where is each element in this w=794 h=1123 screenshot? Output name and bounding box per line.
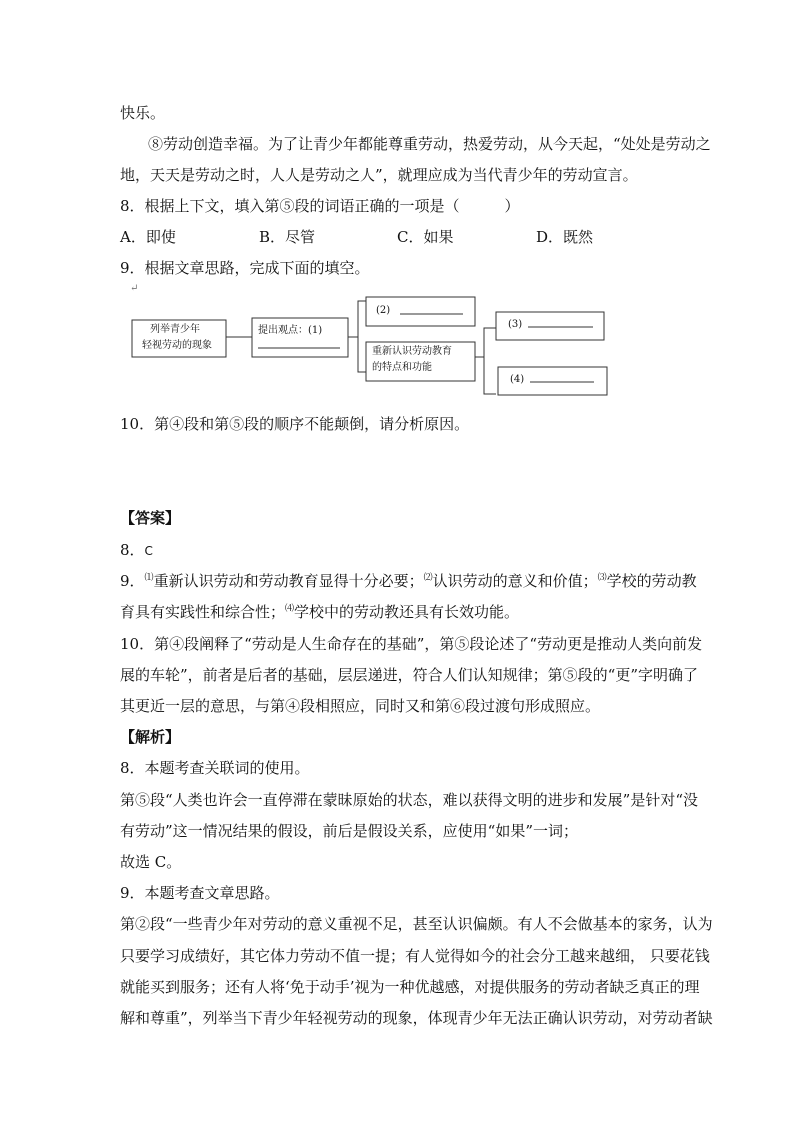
- bracket-1: [358, 301, 366, 372]
- option-a: A．即使: [120, 228, 176, 246]
- analysis-line-9: 解和尊重”，列举当下青少年轻视劳动的现象，体现青少年无法正确认识劳动，对劳动者缺: [120, 1009, 713, 1027]
- answer-9-line-2: [120, 602, 519, 622]
- answer-9-marker-4: ⑷: [285, 604, 295, 614]
- box-5-label: (3): [508, 319, 523, 330]
- question-9: 9．根据文章思路，完成下面的填空。: [120, 259, 370, 277]
- analysis-line-4: 故选 C。: [120, 853, 182, 871]
- answer-9-line-1: [120, 571, 697, 591]
- answer-9-text-1: 重新认识劳动和劳动教育显得十分必要；: [153, 572, 424, 590]
- answer-9-text-5: 学校中的劳动教还具有长效功能。: [294, 603, 520, 621]
- answer-10-line-1: 10．第④段阐释了“劳动是人生命存在的基础”，第⑤段论述了“劳动更是推动人类向前发: [120, 635, 703, 653]
- answer-9-prefix: 9．: [120, 572, 145, 590]
- bracket-2: [484, 328, 496, 394]
- box-6-label: (4): [510, 374, 525, 385]
- structure-diagram: [126, 283, 616, 402]
- box-1-line-2: 轻视劳动的现象: [142, 340, 212, 351]
- text-line-1: 快乐。: [120, 104, 166, 122]
- answer-8-prefix: 8．: [120, 541, 145, 559]
- analysis-line-6: 第②段“一些青少年对劳动的意义重视不足，甚至认识偏颇。有人不会做基本的家务，认为: [120, 915, 713, 933]
- analysis-line-7: 只要学习成绩好，其它体力劳动不值一提；有人觉得如今的社会分工越来越细， 只要花钱: [120, 947, 710, 965]
- answer-heading: 【答案】: [120, 509, 181, 527]
- analysis-line-5: 9．本题考查文章思路。: [120, 884, 280, 902]
- answer-10-line-2: 展的车轮”，前者是后者的基础，层层递进，符合人们认知规律；第⑤段的“更”字明确了: [120, 666, 699, 684]
- paragraph-8-line-2: 地，天天是劳动之时，人人是劳动之人”，就理应成为当代青少年的劳动宣言。: [120, 166, 638, 184]
- box-3-label: (2): [376, 305, 391, 316]
- answer-9-marker-1: ⑴: [144, 573, 154, 583]
- box-1-line-1: 列举青少年: [150, 324, 200, 335]
- box-4-line-2: 的特点和功能: [372, 362, 432, 373]
- analysis-line-8: 就能买到服务；还有人将‘免于动手’视为一种优越感，对提供服务的劳动者缺乏真正的理: [120, 978, 700, 996]
- option-d: D．既然: [536, 228, 594, 246]
- option-b: B．尽管: [259, 228, 316, 246]
- analysis-line-3: 有劳动”这一情况结果的假设，前后是假设关系，应使用“如果”一词；: [120, 822, 579, 840]
- answer-8-value: C: [144, 544, 153, 558]
- answer-9-text-2: 认识劳动的意义和价值；: [432, 572, 598, 590]
- analysis-line-2: 第⑤段“人类也许会一直停滞在蒙昧原始的状态，难以获得文明的进步和发展”是针对“没: [120, 791, 699, 809]
- answer-9-marker-3: ⑶: [597, 573, 607, 583]
- paragraph-8-line-1: ⑧劳动创造幸福。为了让青少年都能尊重劳动，热爱劳动，从今天起，“处处是劳动之: [148, 135, 711, 153]
- answer-9-text-3: 学校的劳动教: [606, 572, 697, 590]
- box-2-label: 提出观点：(1): [258, 325, 323, 336]
- analysis-heading: 【解析】: [120, 728, 181, 746]
- question-8: 8．根据上下文，填入第⑤段的词语正确的一项是（ ）: [120, 197, 520, 215]
- answer-9-text-4: 育具有实践性和综合性；: [120, 603, 286, 621]
- box-4-line-1: 重新认识劳动教育: [372, 346, 452, 357]
- answer-9-marker-2: ⑵: [423, 573, 433, 583]
- analysis-line-1: 8．本题考查关联词的使用。: [120, 759, 310, 777]
- option-c: C．如果: [397, 228, 454, 246]
- answer-8: [120, 540, 153, 561]
- paragraph-mark: ↵: [130, 283, 139, 294]
- question-10: 10．第④段和第⑤段的顺序不能颠倒，请分析原因。: [120, 415, 470, 433]
- answer-10-line-3: 其更近一层的意思，与第④段相照应，同时又和第⑥段过渡句形成照应。: [120, 697, 601, 715]
